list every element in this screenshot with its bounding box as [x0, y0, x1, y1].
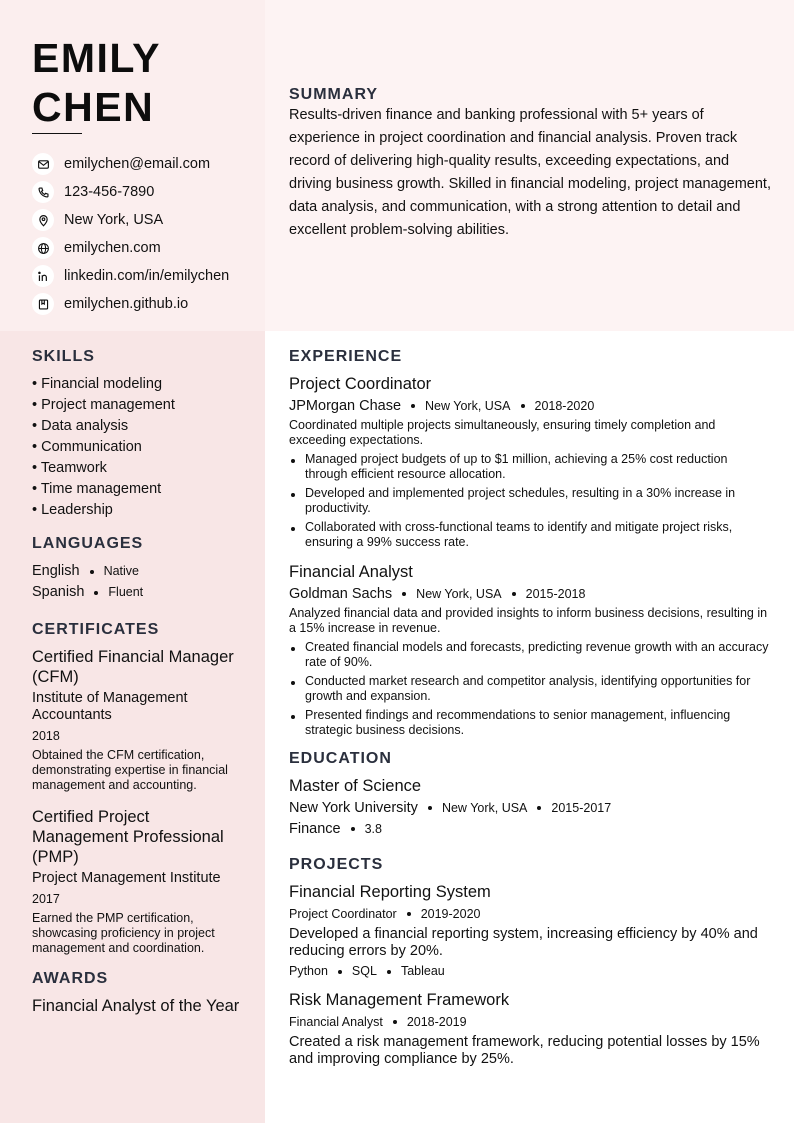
- education-location: New York, USA: [441, 801, 528, 815]
- skill-item: • Data analysis: [32, 418, 129, 434]
- job-bullet: Collaborated with cross-functional teams to identify and mitigate project risks, ensuring a 99% success rate.: [289, 520, 769, 550]
- job-company: JPMorgan Chase: [289, 398, 402, 414]
- separator-dot: [94, 591, 98, 595]
- contact-list: [32, 150, 229, 318]
- separator-dot: [387, 970, 391, 974]
- education-school: New York University: [289, 800, 418, 816]
- contact-phone[interactable]: [32, 178, 229, 206]
- languages-title: LANGUAGES: [32, 535, 144, 552]
- skill-item: • Leadership: [32, 502, 113, 518]
- contact-location-text: New York, USA: [64, 212, 164, 228]
- language-level: Fluent: [108, 585, 144, 599]
- languages-list: [32, 561, 247, 603]
- project-role: Financial Analyst: [289, 1015, 383, 1029]
- project-desc: Created a risk management framework, reducing potential losses by 15% and improving compliance by 25%.: [289, 1034, 760, 1067]
- language-level: Native: [103, 564, 139, 578]
- certificate-year: 2017: [32, 892, 60, 906]
- skill-item: • Time management: [32, 481, 162, 497]
- summary-section: [289, 86, 774, 242]
- summary-title: SUMMARY: [289, 86, 379, 103]
- job-bullets: [289, 452, 769, 550]
- job-item: [289, 562, 769, 738]
- skills-list: [32, 374, 247, 521]
- separator-dot: [521, 404, 525, 408]
- certificate-item: [32, 807, 247, 956]
- project-desc: Developed a financial reporting system, increasing efficiency by 40% and reducing errors by 20%.: [289, 926, 758, 959]
- job-item: [289, 374, 769, 550]
- separator-dot: [411, 404, 415, 408]
- project-item: [289, 882, 769, 980]
- certificates-title: CERTIFICATES: [32, 621, 160, 638]
- skill-item: • Project management: [32, 397, 175, 413]
- job-bullets: [289, 640, 769, 738]
- project-tech: SQL: [351, 964, 377, 978]
- job-company: Goldman Sachs: [289, 586, 393, 602]
- education-dates: 2015-2017: [551, 801, 612, 815]
- separator-dot: [90, 570, 94, 574]
- project-role: Project Coordinator: [289, 907, 397, 921]
- name-last: CHEN: [32, 84, 155, 130]
- education-field-row: [289, 820, 769, 838]
- right-column: [289, 348, 769, 1078]
- location-pin-icon: [32, 209, 54, 231]
- education-meta: [289, 799, 769, 817]
- project-item: [289, 990, 769, 1068]
- education-degree: Master of Science: [289, 777, 422, 795]
- certificate-org: Institute of Management Accountants: [32, 690, 188, 723]
- education-field: Finance: [289, 821, 341, 837]
- education-gpa: 3.8: [364, 822, 382, 836]
- project-tech: Tableau: [400, 964, 445, 978]
- contact-linkedin-text: linkedin.com/in/emilychen: [64, 268, 230, 284]
- job-bullet: Created financial models and forecasts, predicting revenue growth with an accuracy rate of 90%.: [289, 640, 769, 670]
- bookmark-icon: [32, 293, 54, 315]
- job-desc: Analyzed financial data and provided insights to inform business decisions, resulting in a 15% increase in revenue.: [289, 606, 768, 635]
- project-tech: Python: [289, 964, 328, 978]
- education-item: [289, 776, 769, 838]
- education-title: EDUCATION: [289, 750, 392, 767]
- certificate-title: Certified Project Management Professional (PMP): [32, 808, 224, 866]
- linkedin-icon: [32, 265, 54, 287]
- job-desc: Coordinated multiple projects simultaneously, ensuring timely completion and exceeding expectations.: [289, 418, 716, 447]
- job-meta: [289, 397, 769, 415]
- project-dates: 2018-2019: [406, 1015, 467, 1029]
- project-tech-row: [289, 963, 769, 980]
- job-bullet: Managed project budgets of up to $1 million, achieving a 25% cost reduction through efficient resource allocation.: [289, 452, 769, 482]
- project-dates: 2019-2020: [420, 907, 481, 921]
- certificate-title: Certified Financial Manager (CFM): [32, 648, 234, 686]
- contact-website-text: emilychen.com: [64, 240, 161, 256]
- separator-dot: [407, 912, 411, 916]
- awards-title: AWARDS: [32, 970, 109, 987]
- project-name: Risk Management Framework: [289, 991, 510, 1009]
- separator-dot: [402, 592, 406, 596]
- certificate-desc: Obtained the CFM certification, demonstrating expertise in financial management and accounting.: [32, 748, 228, 792]
- job-bullet: Developed and implemented project schedules, resulting in a 30% increase in productivity.: [289, 486, 769, 516]
- name-first: EMILY: [32, 35, 162, 81]
- contact-email-text: emilychen@email.com: [64, 156, 211, 172]
- separator-dot: [537, 806, 541, 810]
- name-divider: [32, 133, 82, 134]
- job-meta: [289, 585, 769, 603]
- skill-item: • Teamwork: [32, 460, 107, 476]
- skill-item: • Financial modeling: [32, 376, 163, 392]
- project-role-row: [289, 1013, 769, 1031]
- award-item: Financial Analyst of the Year: [32, 997, 240, 1015]
- separator-dot: [512, 592, 516, 596]
- certificate-org: Project Management Institute: [32, 870, 221, 886]
- contact-github[interactable]: [32, 290, 229, 318]
- job-bullet: Conducted market research and competitor analysis, identifying opportunities for growth and expansion.: [289, 674, 769, 704]
- separator-dot: [351, 827, 355, 831]
- job-role: Financial Analyst: [289, 563, 413, 581]
- job-dates: 2015-2018: [525, 587, 586, 601]
- globe-icon: [32, 237, 54, 259]
- contact-email[interactable]: [32, 150, 229, 178]
- projects-title: PROJECTS: [289, 856, 384, 873]
- left-column: [32, 348, 247, 1016]
- phone-icon: [32, 181, 54, 203]
- certificate-desc: Earned the PMP certification, showcasing proficiency in project management and coordination.: [32, 911, 215, 955]
- certificate-year: 2018: [32, 729, 60, 743]
- language-item: [32, 561, 247, 582]
- separator-dot: [428, 806, 432, 810]
- email-icon: [32, 153, 54, 175]
- person-name: [32, 34, 161, 132]
- separator-dot: [338, 970, 342, 974]
- job-location: New York, USA: [416, 587, 502, 601]
- certificate-item: [32, 647, 247, 793]
- job-location: New York, USA: [425, 399, 511, 413]
- job-role: Project Coordinator: [289, 375, 432, 393]
- experience-title: EXPERIENCE: [289, 348, 403, 365]
- contact-github-text: emilychen.github.io: [64, 296, 189, 312]
- project-role-row: [289, 905, 769, 923]
- contact-location: [32, 206, 229, 234]
- skill-item: • Communication: [32, 439, 142, 455]
- language-name: English: [32, 563, 80, 579]
- separator-dot: [393, 1020, 397, 1024]
- summary-text: Results-driven finance and banking professional with 5+ years of experience in project coordination and financial analysis. Proven track record of delivering high-quality results, exceeding expectations, and driving business growth. Skilled in financial modeling, project management, data analysis, and communication, with a strong attention to detail and excellent problem-solving abilities.: [289, 107, 771, 238]
- contact-phone-text: 123-456-7890: [64, 184, 155, 200]
- skills-title: SKILLS: [32, 348, 95, 365]
- contact-linkedin[interactable]: [32, 262, 229, 290]
- project-name: Financial Reporting System: [289, 883, 491, 901]
- contact-website[interactable]: [32, 234, 229, 262]
- job-dates: 2018-2020: [534, 399, 595, 413]
- language-name: Spanish: [32, 584, 85, 600]
- job-bullet: Presented findings and recommendations to senior management, influencing strategic business decisions.: [289, 708, 769, 738]
- language-item: [32, 582, 247, 603]
